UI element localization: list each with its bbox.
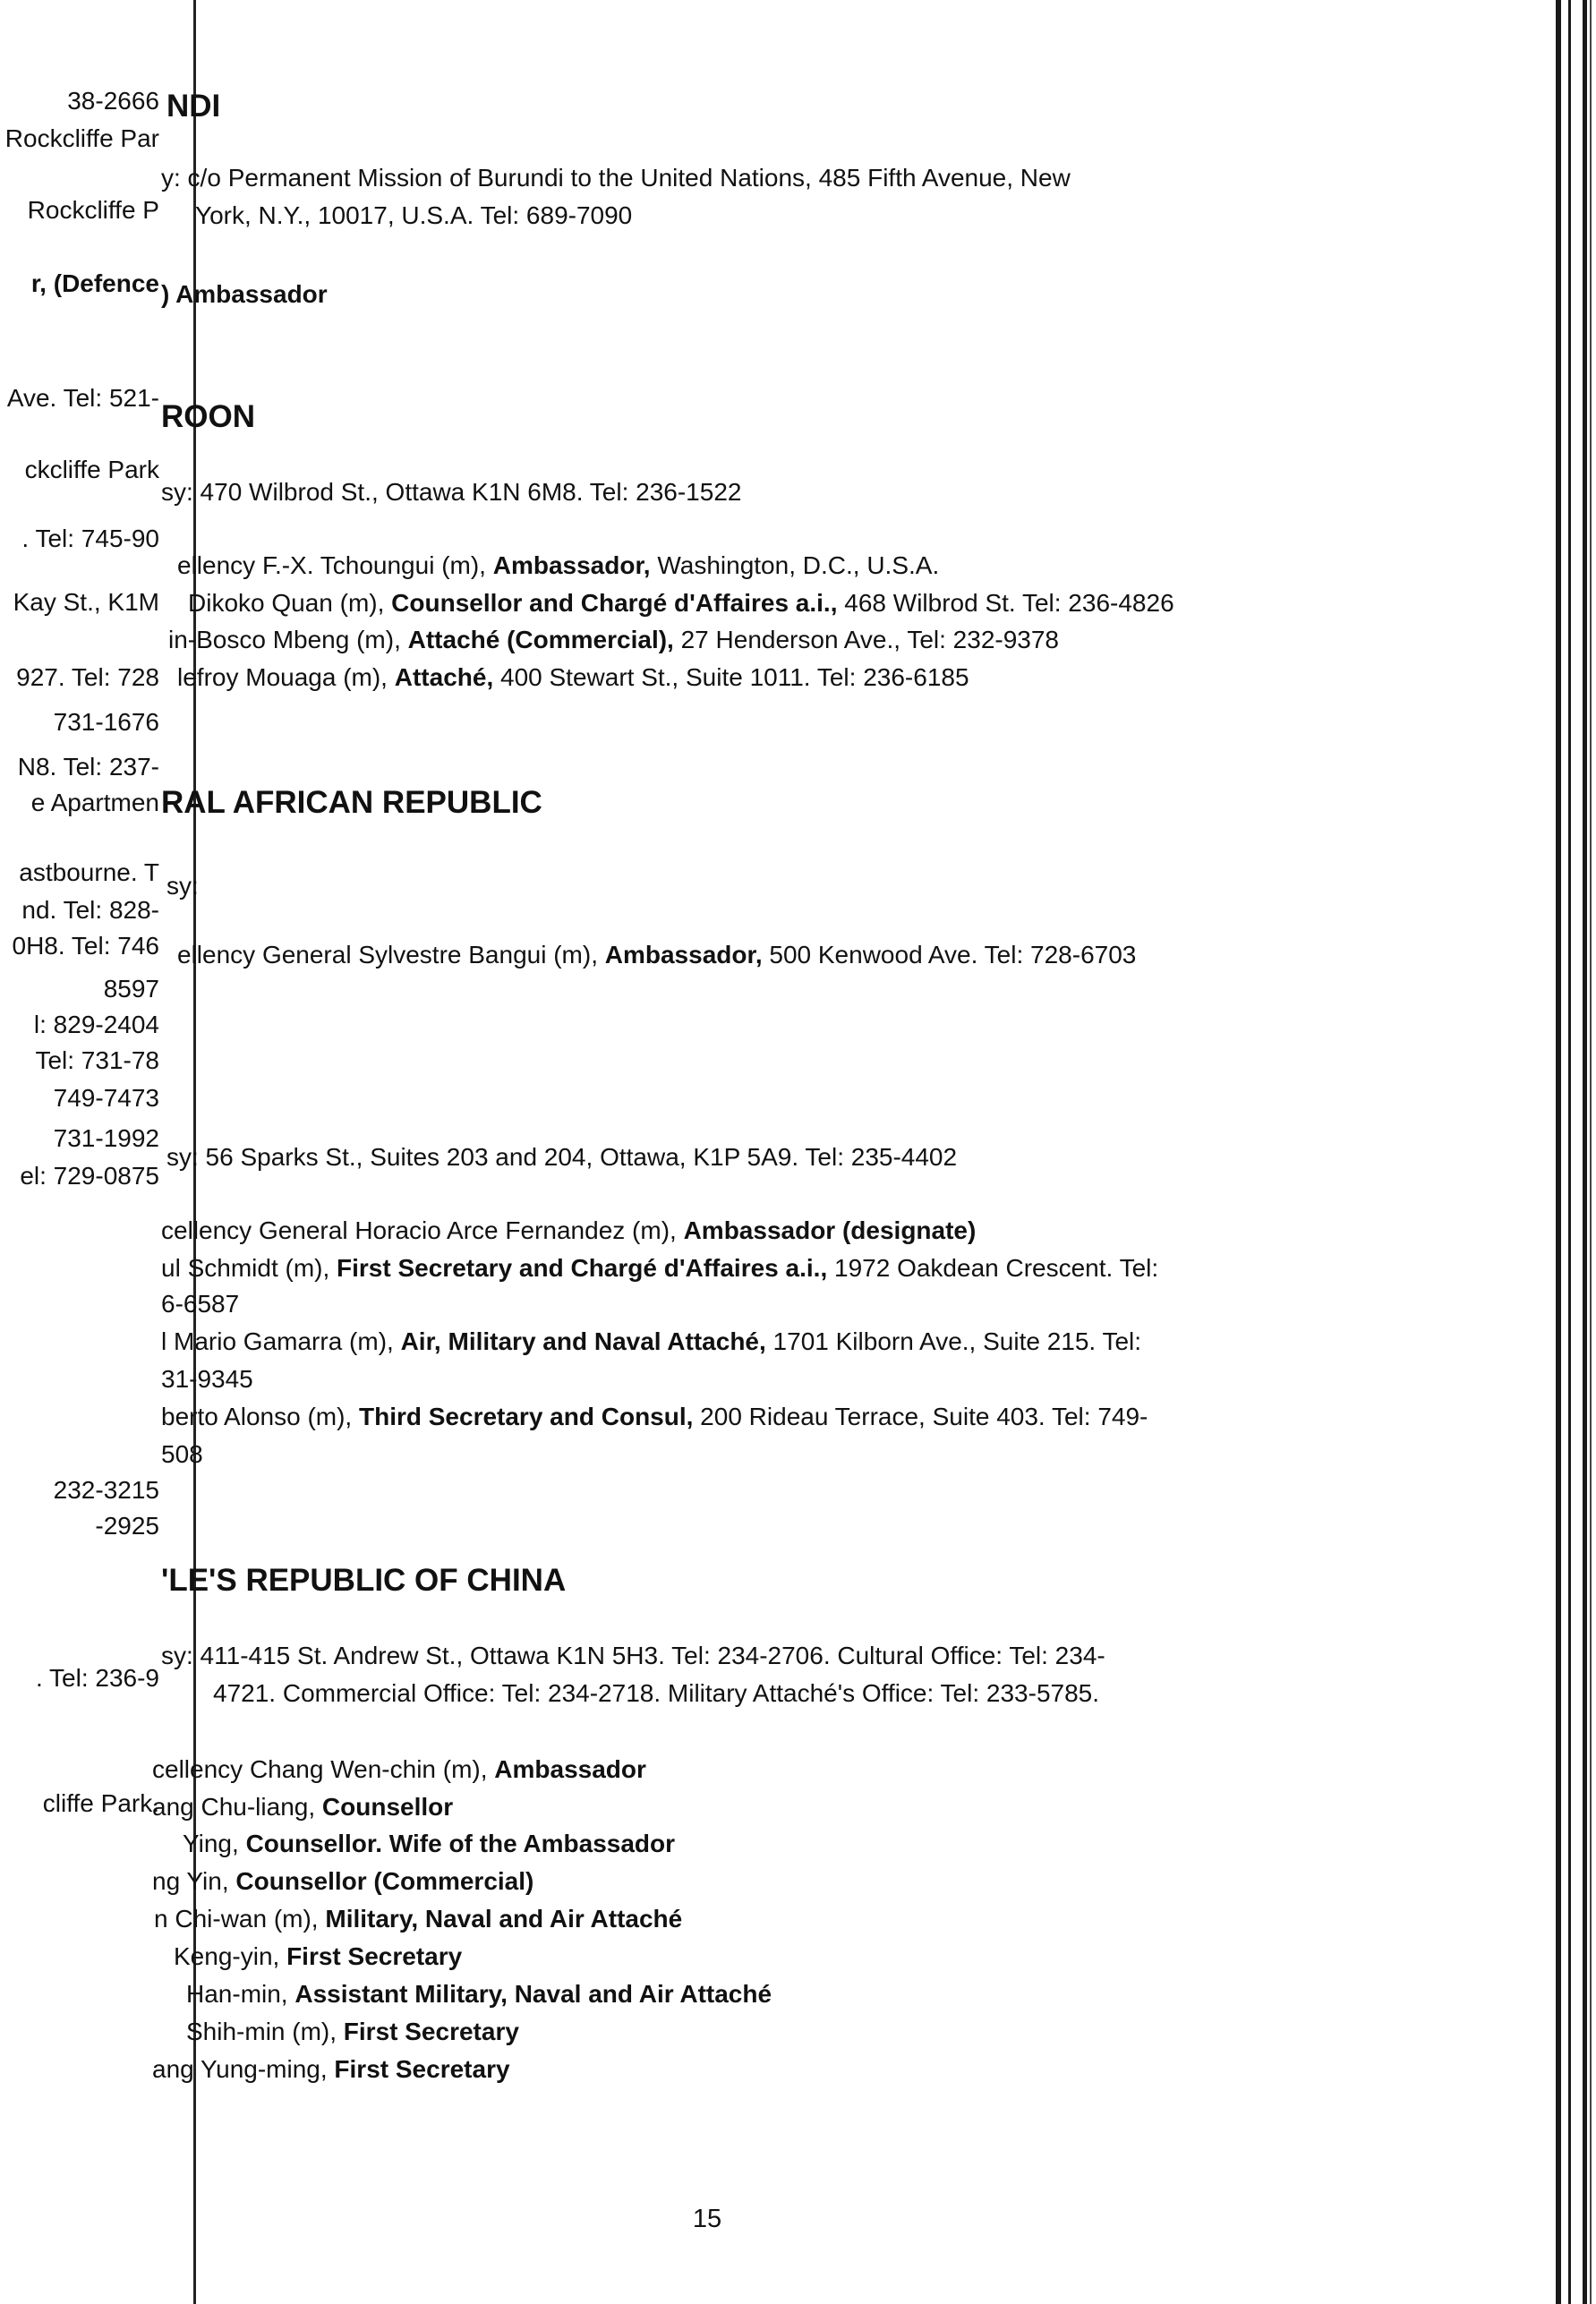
- scan-edge-bar: [1568, 0, 1571, 2304]
- section-heading: 'LE'S REPUBLIC OF CHINA: [161, 1563, 567, 1598]
- entry-title-text: First Secretary and Chargé d'Affaires a.i.,: [337, 1254, 828, 1282]
- entry-line: [161, 477, 741, 508]
- entry-line: [186, 2017, 519, 2047]
- entry-text: 31-9345: [161, 1365, 253, 1393]
- entry-line: [183, 1829, 675, 1859]
- left-fragment: . Tel: 745-90: [21, 525, 159, 552]
- left-fragment: 38-2666: [67, 87, 159, 115]
- section-heading: RAL AFRICAN REPUBLIC: [161, 785, 542, 820]
- scan-edge-bar: [1590, 0, 1592, 2304]
- left-fragment: 232-3215: [53, 1476, 159, 1504]
- left-fragment: ckcliffe Park: [24, 456, 159, 483]
- entry-line: [161, 1289, 239, 1319]
- entry-text: cellency General Horacio Arce Fernandez (m),: [161, 1216, 684, 1244]
- entry-text: in-Bosco Mbeng (m),: [168, 626, 408, 653]
- entry-line: [166, 871, 199, 901]
- entry-text: y: c/o Permanent Mission of Burundi to the United Nations, 485 Fifth Avenue, New: [161, 164, 1071, 192]
- entry-title-text: Counsellor (Commercial): [235, 1867, 534, 1895]
- entry-line: [186, 1979, 772, 2010]
- entry-line: [168, 625, 1059, 655]
- left-fragment: 0H8. Tel: 746: [12, 932, 159, 960]
- entry-line: [195, 201, 632, 231]
- entry-line: [177, 550, 939, 581]
- entry-title-text: Counsellor and Chargé d'Affaires a.i.,: [391, 589, 838, 617]
- entry-text: sy: 470 Wilbrod St., Ottawa K1N 6M8. Tel: 236-1522: [161, 478, 742, 506]
- entry-text: ul Schmidt (m),: [161, 1254, 337, 1282]
- left-fragment: el: 729-0875: [20, 1162, 159, 1190]
- entry-title-text: Assistant Military, Naval and Air Attaché: [294, 1980, 772, 2008]
- entry-text: 1972 Oakdean Crescent. Tel:: [827, 1254, 1159, 1282]
- entry-line: [152, 2054, 510, 2085]
- entry-text: 508: [161, 1440, 203, 1468]
- left-fragment: r, (Defence: [30, 269, 159, 297]
- scan-edge-bar: [1556, 0, 1561, 2304]
- entry-title-text: Air, Military and Naval Attaché,: [400, 1327, 766, 1355]
- entry-text: lefroy Mouaga (m),: [177, 663, 395, 691]
- entry-title-text: Third Secretary and Consul,: [358, 1403, 694, 1430]
- entry-text: sy: 411-415 St. Andrew St., Ottawa K1N 5H3. Tel: 234-2706. Cultural Office: Tel: 234-: [161, 1642, 1105, 1669]
- entry-title-text: ) Ambassador: [161, 280, 328, 308]
- left-fragment: e Apartmen: [30, 789, 159, 816]
- entry-text: 6-6587: [161, 1290, 240, 1318]
- page-number: 15: [692, 2205, 722, 2233]
- entry-line: [161, 1439, 203, 1470]
- entry-text: York, N.Y., 10017, U.S.A. Tel: 689-7090: [195, 201, 633, 229]
- left-fragment: cliffe Park.: [42, 1789, 159, 1817]
- left-fragment: N8. Tel: 237-: [17, 753, 159, 781]
- left-fragment: 731-1992: [53, 1124, 159, 1152]
- entry-text: Ying,: [183, 1830, 246, 1857]
- entry-line: [161, 1253, 1158, 1284]
- left-fragment: nd. Tel: 828-: [21, 896, 159, 924]
- entry-text: 27 Henderson Ave., Tel: 232-9378: [673, 626, 1059, 653]
- entry-text: n Chi-wan (m),: [154, 1905, 326, 1933]
- entry-text: 200 Rideau Terrace, Suite 403. Tel: 749-: [693, 1403, 1148, 1430]
- entry-line: [188, 588, 1174, 619]
- entry-text: ang Chu-liang,: [152, 1793, 322, 1821]
- entry-line: [166, 1142, 957, 1173]
- entry-text: ng Yin,: [152, 1867, 236, 1895]
- left-fragment: l: 829-2404: [33, 1011, 159, 1038]
- entry-line: [154, 1904, 682, 1934]
- entry-text: 1701 Kilborn Ave., Suite 215. Tel:: [765, 1327, 1142, 1355]
- entry-text: 4721. Commercial Office: Tel: 234-2718. Military Attaché's Office: Tel: 233-5785.: [213, 1679, 1100, 1707]
- entry-text: 468 Wilbrod St. Tel: 236-4826: [837, 589, 1174, 617]
- entry-title-text: First Secretary: [286, 1942, 463, 1970]
- entry-line: [152, 1792, 453, 1822]
- entry-title-text: Ambassador,: [604, 941, 763, 969]
- entry-text: Keng-yin,: [174, 1942, 287, 1970]
- left-fragment: Tel: 731-78: [35, 1046, 159, 1074]
- entry-text: sy:: [166, 872, 199, 900]
- entry-text: Dikoko Quan (m),: [188, 589, 392, 617]
- entry-title-text: First Secretary: [334, 2055, 510, 2083]
- entry-title-text: Counsellor: [321, 1793, 454, 1821]
- entry-line: [152, 1866, 533, 1897]
- entry-line: [161, 1364, 253, 1395]
- left-fragment: 927. Tel: 728: [16, 663, 159, 691]
- entry-line: [174, 1941, 462, 1972]
- left-fragment: Ave. Tel: 521-: [6, 384, 159, 412]
- entry-text: ellency General Sylvestre Bangui (m),: [177, 941, 605, 969]
- left-fragment: 749-7473: [53, 1084, 159, 1112]
- entry-text: sy: 56 Sparks St., Suites 203 and 204, Ottawa, K1P 5A9. Tel: 235-4402: [166, 1143, 958, 1171]
- entry-text: ellency F.-X. Tchoungui (m),: [177, 551, 493, 579]
- left-fragment: astbourne. T: [19, 858, 159, 886]
- entry-text: berto Alonso (m),: [161, 1403, 359, 1430]
- entry-title-text: Military, Naval and Air Attaché: [325, 1905, 683, 1933]
- entry-title-text: Ambassador (designate): [683, 1216, 977, 1244]
- left-fragment: Rockcliffe P: [27, 196, 159, 224]
- entry-title-text: First Secretary: [343, 2018, 519, 2045]
- entry-text: l Mario Gamarra (m),: [161, 1327, 401, 1355]
- entry-title-text: Counsellor. Wife of the Ambassador: [245, 1830, 676, 1857]
- entry-line: [161, 1216, 976, 1246]
- entry-text: 400 Stewart St., Suite 1011. Tel: 236-6185: [493, 663, 969, 691]
- entry-title-text: Attaché,: [394, 663, 494, 691]
- left-fragment: Rockcliffe Par: [4, 124, 159, 152]
- entry-line: [161, 1402, 1148, 1432]
- entry-text: Washington, D.C., U.S.A.: [650, 551, 940, 579]
- entry-title-text: Ambassador: [494, 1755, 646, 1783]
- left-fragment: Kay St., K1M: [13, 588, 159, 616]
- left-fragment: -2925: [95, 1512, 159, 1540]
- entry-text: Han-min,: [186, 1980, 295, 2008]
- left-fragment: 8597: [103, 975, 159, 1003]
- entry-line: [161, 1641, 1105, 1671]
- section-heading: NDI: [166, 89, 221, 124]
- entry-line: [177, 662, 969, 693]
- entry-line: [161, 163, 1071, 193]
- entry-title-text: Ambassador,: [492, 551, 651, 579]
- left-fragment: . Tel: 236-9: [35, 1664, 159, 1692]
- entry-text: ang Yung-ming,: [152, 2055, 335, 2083]
- entry-line: [177, 940, 1136, 970]
- entry-text: Shih-min (m),: [186, 2018, 344, 2045]
- entry-title-text: Attaché (Commercial),: [407, 626, 674, 653]
- section-heading: ROON: [161, 399, 255, 434]
- entry-line: [161, 1327, 1141, 1357]
- entry-text: cellency Chang Wen-chin (m),: [152, 1755, 495, 1783]
- entry-line: [152, 1754, 646, 1785]
- entry-line: [213, 1678, 1099, 1709]
- entry-text: 500 Kenwood Ave. Tel: 728-6703: [762, 941, 1137, 969]
- entry-line: [161, 279, 328, 310]
- scan-edge-bar: [1583, 0, 1587, 2304]
- left-fragment: 731-1676: [53, 708, 159, 736]
